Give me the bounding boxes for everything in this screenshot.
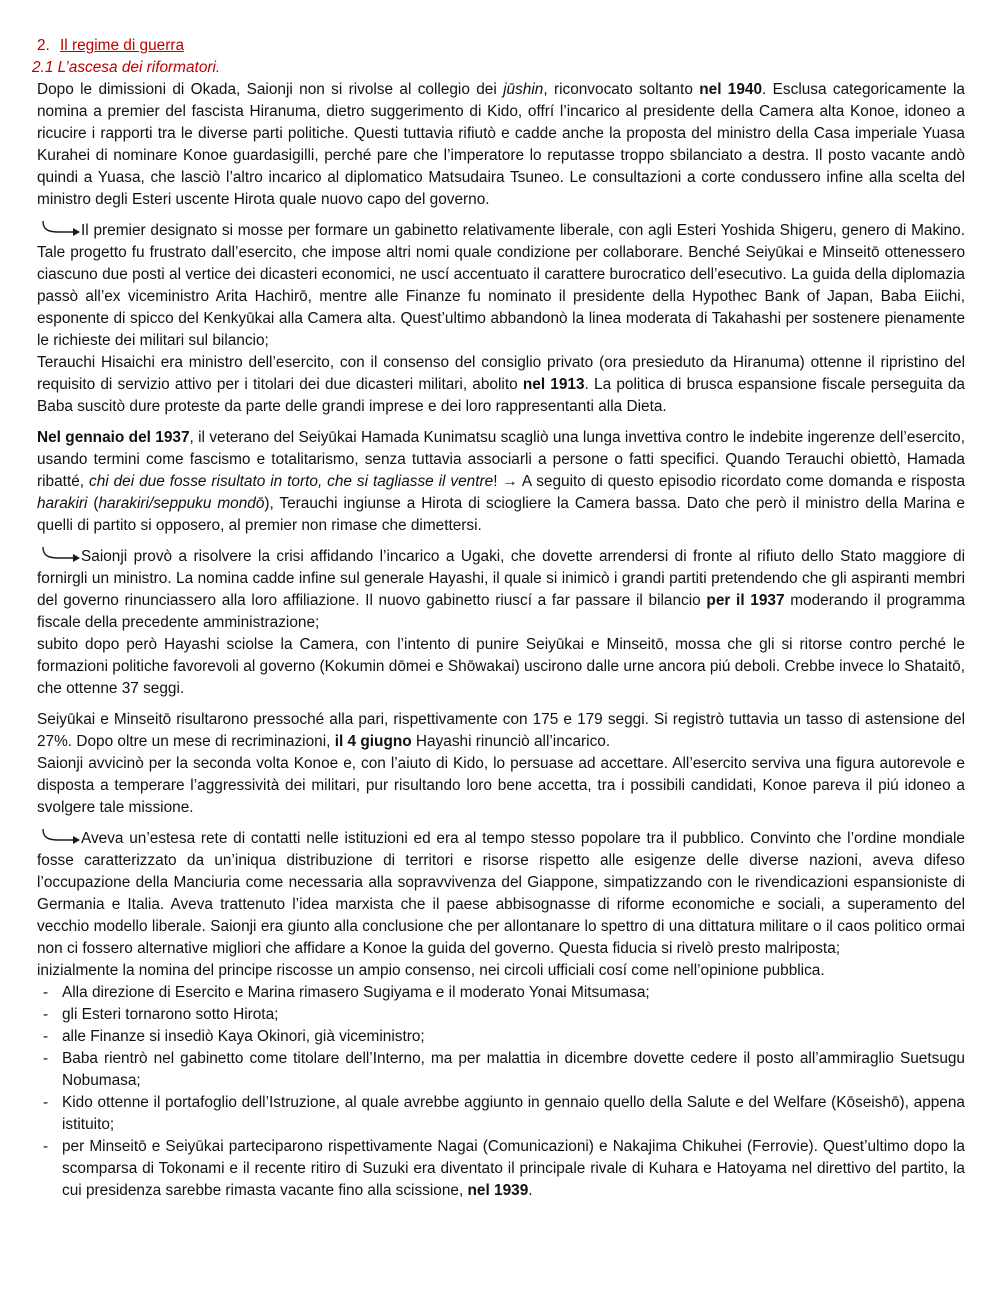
paragraph-5: Saionji provò a risolvere la crisi affidando l’incarico a Ugaki, che dovette arrendersi di fronte al rifiuto dello Stato maggiore di fornirgli un ministro. La nomina cadde infine sul generale Hayashi, il quale si inimicò i grandi partiti pretendendo che gli aspiranti membri del governo rinunciassero alla loro affiliazione. Il nuovo gabinetto riuscí a far passare il bilancio per il 1937 moderando il programma fiscale della precedente amministrazione; [37,548,966,631]
document-page [32,35,966,1202]
cabinet-list [37,982,965,1202]
paragraph-8: Saionji avvicinò per la seconda volta Konoe e, con l’aiuto di Kido, lo persuase ad accettare. All’esercito serviva una figura autorevole e disposta a temperare l’aggressività dei militari, pur risultando loro bene accetta, tra i possibili candidati, Konoe pareva il piú idoneo a svolgere tale missione. [37,755,965,816]
list-item: - alle Finanze si insediò Kaya Okinori, già viceministro; [43,1028,425,1045]
paragraph-3: Terauchi Hisaichi era ministro dell’esercito, con il consenso del consiglio privato (ora presieduto da Hiranuma) ottenne il ripristino del requisito di servizio attivo per i titolari dei due dicasteri militari, abolito nel 1913. La politica di brusca espansione fiscale perseguita da Baba suscitò dure proteste da parte delle grandi imprese e dei loro rappresentanti alla Dieta. [37,354,965,415]
subsection-heading: 2.1 L’ascesa dei riformatori. [32,59,221,76]
list-item: - Alla direzione di Esercito e Marina rimasero Sugiyama e il moderato Yonai Mitsumasa; [43,984,650,1001]
curved-arrow-icon [37,547,81,563]
curved-arrow-icon [37,221,81,237]
list-item: - Baba rientrò nel gabinetto come titolare dell’Interno, ma per malattia in dicembre dovette cedere il posto all’ammiraglio Suetsugu Nobumasa; [43,1050,965,1089]
list-item: - Kido ottenne il portafoglio dell’Istruzione, al quale avrebbe aggiunto in gennaio quello della Salute e del Welfare (Kōseishō), appena istituito; [43,1094,965,1133]
curved-arrow-icon [37,829,81,845]
paragraph-7: Seiyūkai e Minseitō risultarono pressoché alla pari, rispettivamente con 175 e 179 seggi. Si registrò tuttavia un tasso di astensione del 27%. Dopo oltre un mese di recriminazioni, il 4 giugno Hayashi rinunciò all’incarico. [37,711,965,750]
paragraph-2: Il premier designato si mosse per formare un gabinetto relativamente liberale, con agli Esteri Yoshida Shigeru, genero di Makino. Tale progetto fu frustrato dall’esercito, che impose altri nomi quale condizione per collaborare. Benché Seiyūkai e Minseitō ottenessero ciascuno due posti al vertice dei dicasteri economici, ne uscí accentuato il carattere burocratico dell’esecutivo. La guida della diplomazia passò all’ex viceministro Arita Hachirō, mentre alle Finanze fu nominato il presidente della Hypothec Bank of Japan, Baba Eiichi, esponente di spicco del Kenkyūkai alla Camera alta. Quest’ultimo abbandonò la linea moderata di Takahashi per sostenere pienamente le richieste dei militari sul bilancio; [37,222,965,349]
paragraph-1: Dopo le dimissioni di Okada, Saionji non si rivolse al collegio dei jūshin, riconvocato soltanto nel 1940. Esclusa categoricamente la nomina a premier del fascista Hiranuma, dietro suggerimento di Kido, offrí l’incarico al presidente della Camera alta Konoe, idoneo a ricucire i rapporti tra le diverse parti politiche. Questi tuttavia rifiutò e cadde anche la proposta del ministro della Casa imperiale Yuasa Kurahei di nominare Konoe guardasigilli, perché pare che l’imperatore lo reputasse troppo sbilanciato a destra. Il posto vacante andò quindi a Yuasa, che lasciò l’altro incarico al diplomatico Matsudaira Tsuneo. Le consultazioni a corte condussero infine alla scelta del ministro degli Esteri uscente Hirota quale nuovo capo del governo. [37,81,965,208]
paragraph-6: subito dopo però Hayashi sciolse la Camera, con l’intento di punire Seiyūkai e Minseitō, mossa che gli si ritorse contro perché le formazioni politiche favorevoli al governo (Kokumin dōmei e Shōwakai) uscirono dalle urne ancora piú deboli. Crebbe invece lo Shataitō, che ottenne 37 seggi. [37,636,965,697]
paragraph-10: inizialmente la nomina del principe riscosse un ampio consenso, nei circoli ufficiali cosí come nell’opinione pubblica. [37,962,825,979]
section-number: 2. [37,37,50,54]
section-heading [37,35,965,57]
list-item: - per Minseitō e Seiyūkai parteciparono rispettivamente Nagai (Comunicazioni) e Nakajima Chikuhei (Ferrovie). Quest’ultimo dopo la scomparsa di Tokonami e il recente ritiro di Suzuki era diventato il principale rivale di Kuhara e Hatoyama nel direttivo del partito, la cui presidenza sarebbe rimasta vacante fino alla scissione, nel 1939. [43,1138,965,1199]
section-title: Il regime di guerra [60,37,185,54]
paragraph-4: Nel gennaio del 1937, il veterano del Seiyūkai Hamada Kunimatsu scagliò una lunga invettiva contro le indebite ingerenze dell’esercito, usando termini come fascismo e totalitarismo, senza tuttavia associarli a persone o fatti specifici. Quando Terauchi obiettò, Hamada ribatté, chi dei due fosse risultato in torto, che si tagliasse il ventre! → A seguito di questo episodio ricordato come domanda e risposta harakiri (harakiri/seppuku mondō), Terauchi ingiunse a Hirota di sciogliere la Camera bassa. Dato che però il ministro della Marina e quelli di partito si opposero, al premier non rimase che dimettersi. [37,429,966,534]
paragraph-9: Aveva un’estesa rete di contatti nelle istituzioni ed era al tempo stesso popolare tra il pubblico. Convinto che l’ordine mondiale fosse caratterizzato da un’iniqua distribuzione di territori e risorse rispetto alle esigenze delle diverse nazioni, aveva difeso l’occupazione della Manciuria come necessaria alla sopravvivenza del Giappone, simpatizzando con le rivendicazioni espansioniste di Germania e Italia. Aveva trattenuto l’idea marxista che il paese abbisognasse di riforme economiche e sociali, a superamento del vecchio modello liberale. Saionji era giunto alla conclusione che per allontanare lo spettro di una dittatura militare o il caos politico ormai non ci fossero alternative migliori che affidare a Konoe la guida del governo. Questa fiducia si rivelò presto malriposta; [37,830,965,957]
list-item: - gli Esteri tornarono sotto Hirota; [43,1006,279,1023]
